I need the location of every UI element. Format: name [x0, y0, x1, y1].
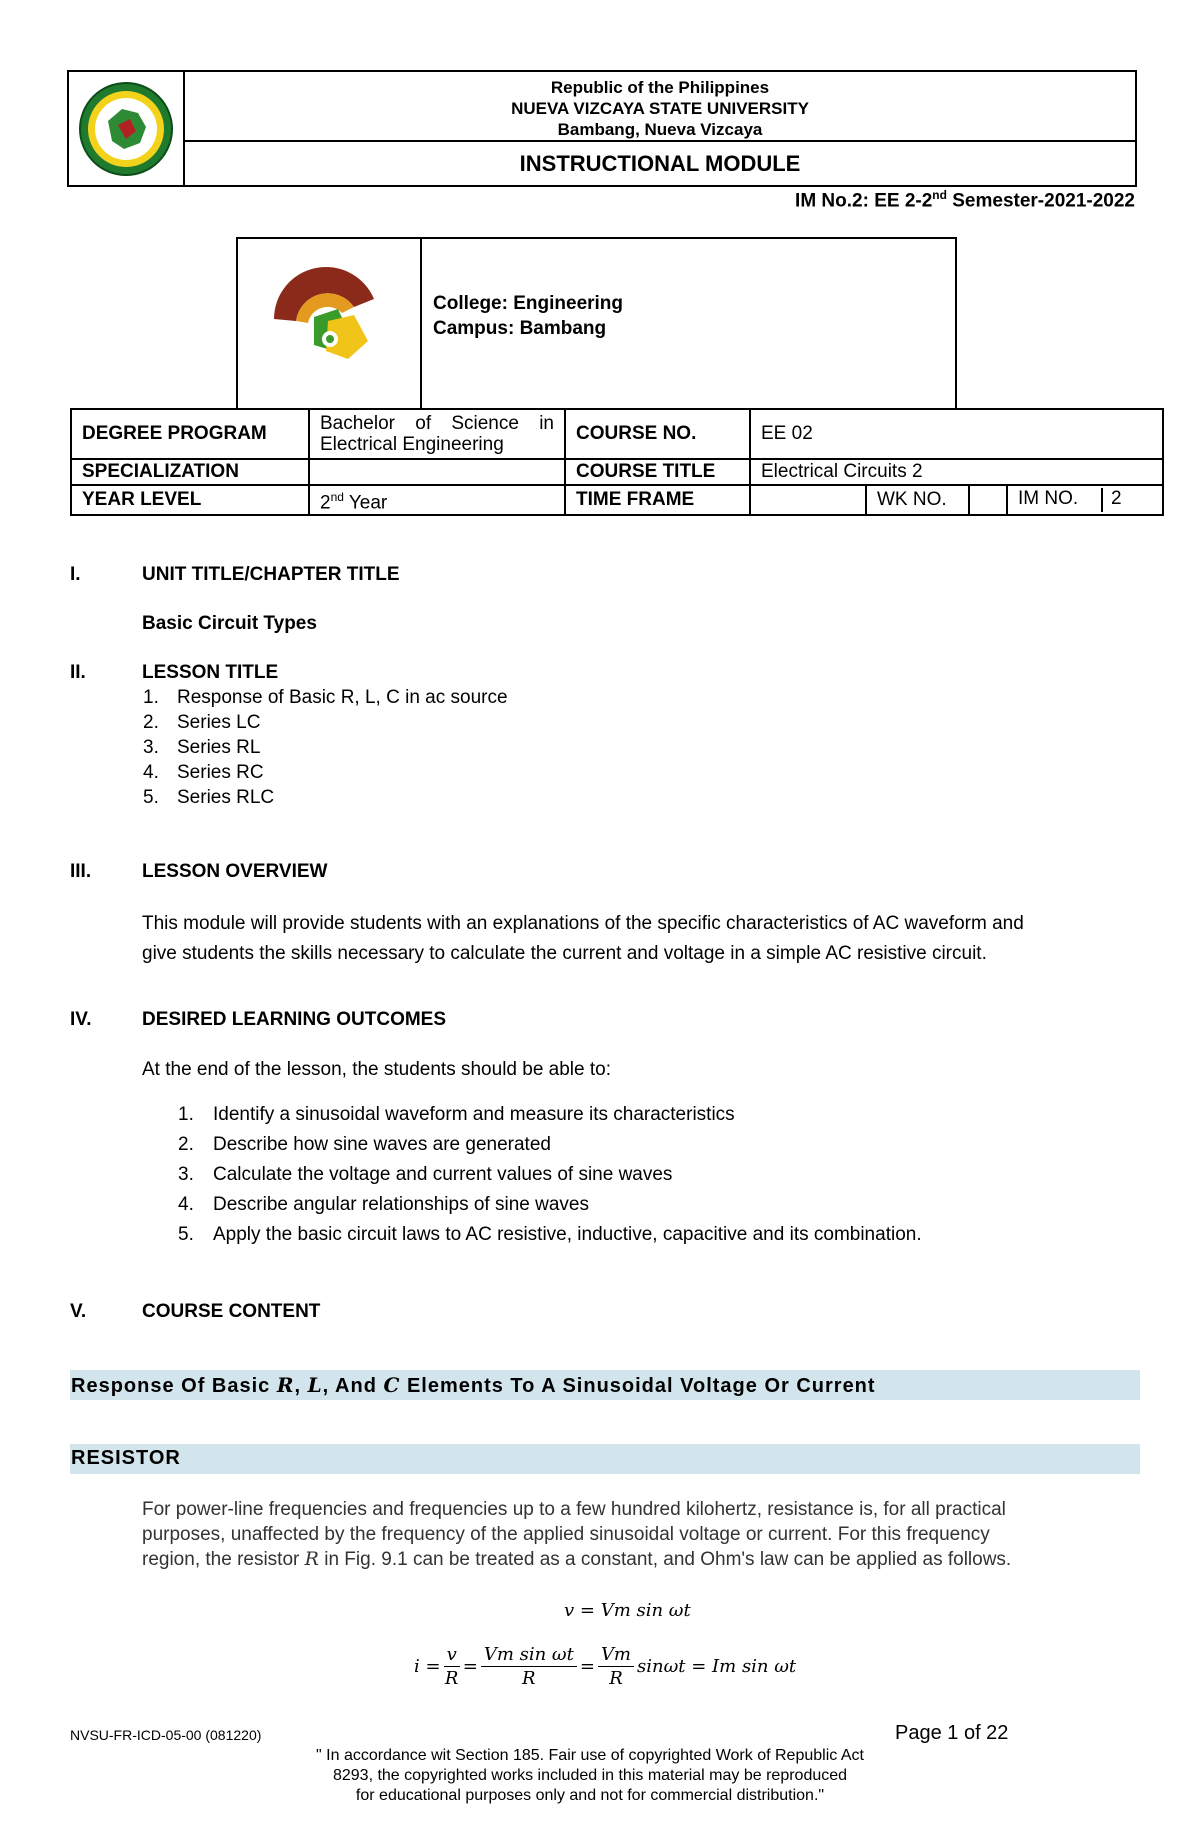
specialization-label: SPECIALIZATION	[71, 459, 309, 485]
form-code: NVSU-FR-ICD-05-00 (081220)	[70, 1727, 262, 1743]
list-item: 3. Series RL	[143, 737, 261, 758]
list-item: 5. Series RLC	[143, 787, 275, 808]
eq-i: i =	[414, 1656, 441, 1677]
frac-bot: R	[444, 1668, 459, 1689]
equation-voltage: v = Vm sin ωt	[564, 1600, 691, 1621]
list-item: 2. Series LC	[143, 712, 261, 733]
specialization-value	[309, 459, 565, 485]
overview-line: This module will provide students with an explanations of the specific characteristics of AC waveform and	[142, 913, 1024, 934]
band-text: ,	[294, 1375, 308, 1397]
note-line: " In accordance wit Section 185. Fair use of copyrighted Work of Republic Act	[316, 1747, 864, 1764]
module-type: INSTRUCTIONAL MODULE	[519, 150, 801, 176]
im-suffix: Semester-2021-2022	[946, 190, 1135, 212]
list-item: 1. Response of Basic R, L, C in ac source	[143, 687, 508, 708]
table-row	[71, 485, 1163, 515]
im-sup: nd	[932, 188, 947, 202]
page-number: Page 1 of 22	[895, 1722, 1009, 1744]
section-number: III.	[70, 861, 92, 882]
college-logo-cell	[238, 239, 422, 409]
year-num: 2	[320, 492, 331, 514]
frac-top: Vm	[598, 1644, 634, 1667]
list-item-text: Apply the basic circuit laws to AC resistive, inductive, capacitive and its combination.	[213, 1224, 922, 1245]
unit-title: Basic Circuit Types	[142, 613, 317, 634]
section-1-heading	[70, 564, 400, 586]
equation-current	[414, 1644, 796, 1689]
time-frame-label: TIME FRAME	[565, 485, 750, 515]
section-title: UNIT TITLE/CHAPTER TITLE	[142, 564, 400, 585]
response-heading-band	[70, 1370, 1140, 1400]
list-item-text: Series LC	[177, 712, 261, 733]
note-line: 8293, the copyrighted works included in this material may be reproduced	[332, 1767, 848, 1784]
im-no-cell	[1007, 485, 1163, 515]
section-number: II.	[70, 662, 86, 683]
table-row	[71, 459, 1163, 485]
list-item: 2. Describe how sine waves are generated	[178, 1134, 551, 1155]
fraction-vm-over-r	[598, 1644, 634, 1689]
band-symbol-r: R	[276, 1373, 295, 1397]
list-item: 4. Series RC	[143, 762, 264, 783]
year-sup: nd	[330, 490, 344, 504]
im-no-label: IM NO.	[1008, 488, 1103, 512]
note-line: for educational purposes only and not for commercial distribution."	[355, 1787, 825, 1804]
copyright-note	[280, 1746, 900, 1806]
list-item-text: Describe how sine waves are generated	[213, 1134, 551, 1155]
resistor-heading-band: RESISTOR	[70, 1444, 1140, 1474]
list-item-text: Identify a sinusoidal waveform and measure its characteristics	[213, 1104, 735, 1125]
paragraph-text: region, the resistor	[142, 1549, 305, 1570]
paragraph-text: in Fig. 9.1 can be treated as a constant, and Ohm's law can be applied as follows.	[318, 1549, 1012, 1570]
list-item-text: Series RC	[177, 762, 264, 783]
list-item-text: Response of Basic R, L, C in ac source	[177, 687, 508, 708]
list-item: 1. Identify a sinusoidal waveform and measure its characteristics	[178, 1104, 735, 1125]
section-4-heading	[70, 1009, 446, 1031]
section-number: IV.	[70, 1009, 92, 1030]
college-info	[422, 239, 623, 409]
campus-name: Campus: Bambang	[433, 318, 607, 339]
resistor-paragraph	[142, 1497, 1140, 1572]
frac-top: v	[444, 1644, 460, 1667]
section-title: DESIRED LEARNING OUTCOMES	[142, 1009, 447, 1030]
paragraph-line: For power-line frequencies and frequencies up to a few hundred kilohertz, resistance is, for all practical	[142, 1499, 1006, 1520]
header-table	[67, 70, 1137, 187]
section-number: V.	[70, 1301, 87, 1322]
list-item: 3. Calculate the voltage and current values of sine waves	[178, 1164, 673, 1185]
time-frame-value	[750, 485, 866, 515]
lesson-title-list	[143, 685, 508, 810]
band-symbol-c: C	[383, 1373, 401, 1397]
college-name: College: Engineering	[433, 293, 624, 314]
fraction-v-over-r	[444, 1644, 460, 1689]
degree-program-value: Bachelor of Science in Electrical Engineering	[309, 409, 565, 459]
list-item-text: Describe angular relationships of sine waves	[213, 1194, 589, 1215]
year-level-label: YEAR LEVEL	[71, 485, 309, 515]
list-item-text: Calculate the voltage and current values of sine waves	[213, 1164, 673, 1185]
table-row	[71, 409, 1163, 459]
list-item-text: Series RLC	[177, 787, 275, 808]
paragraph-line: purposes, unaffected by the frequency of the applied sinusoidal voltage or current. For this frequency	[142, 1524, 990, 1545]
eq-sign: =	[579, 1656, 595, 1677]
course-info-table	[70, 408, 1164, 516]
section-3-heading	[70, 861, 327, 883]
university-name: NUEVA VIZCAYA STATE UNIVERSITY	[511, 99, 809, 118]
im-no-value: 2	[1111, 488, 1122, 510]
college-block	[236, 237, 957, 409]
band-text: Response Of Basic	[71, 1375, 277, 1397]
section-title: LESSON OVERVIEW	[142, 861, 328, 882]
course-title-label: COURSE TITLE	[565, 459, 750, 485]
section-title: COURSE CONTENT	[142, 1301, 321, 1322]
university-seal-icon	[78, 81, 174, 177]
overview-line: give students the skills necessary to calculate the current and voltage in a simple AC resistive circuit.	[142, 943, 987, 964]
year-rest: Year	[343, 492, 388, 514]
band-symbol-l: L	[307, 1373, 323, 1397]
header-titles	[185, 72, 1135, 142]
university-seal-cell	[69, 72, 185, 185]
list-item: 5. Apply the basic circuit laws to AC resistive, inductive, capacitive and its combination.	[178, 1224, 922, 1245]
section-2-heading	[70, 662, 278, 684]
course-title-value: Electrical Circuits 2	[750, 459, 1163, 485]
degree-program-label: DEGREE PROGRAM	[71, 409, 309, 459]
list-item: 4. Describe angular relationships of sine waves	[178, 1194, 589, 1215]
band-text: Elements To A Sinusoidal Voltage Or Current	[400, 1375, 876, 1397]
overview-text	[142, 909, 1142, 969]
wk-no-value	[969, 485, 1007, 515]
outcomes-intro: At the end of the lesson, the students should be able to:	[142, 1059, 611, 1080]
section-title: LESSON TITLE	[142, 662, 279, 683]
paragraph-line	[142, 1547, 1140, 1572]
college-logo-icon	[264, 259, 394, 369]
frac-top: Vm sin ωt	[481, 1644, 577, 1667]
frac-bot: R	[522, 1668, 536, 1689]
im-number	[795, 188, 1135, 212]
year-level-value	[309, 485, 565, 515]
im-prefix: IM No.2: EE 2-2	[795, 190, 933, 212]
learning-outcomes-list	[178, 1100, 922, 1250]
paragraph-symbol: R	[304, 1548, 319, 1570]
course-no-label: COURSE NO.	[565, 409, 750, 459]
band-text: , And	[322, 1375, 384, 1397]
section-number: I.	[70, 564, 81, 585]
fraction-vm-sin-over-r	[481, 1644, 577, 1689]
eq-tail: sinωt = Im sin ωt	[637, 1656, 797, 1677]
section-5-heading	[70, 1301, 320, 1323]
wk-no-label: WK NO.	[866, 485, 969, 515]
frac-bot: R	[609, 1668, 623, 1689]
university-location: Bambang, Nueva Vizcaya	[557, 120, 763, 139]
course-no-value: EE 02	[750, 409, 1163, 459]
eq-sign: =	[462, 1656, 478, 1677]
republic-line: Republic of the Philippines	[550, 78, 770, 97]
list-item-text: Series RL	[177, 737, 261, 758]
